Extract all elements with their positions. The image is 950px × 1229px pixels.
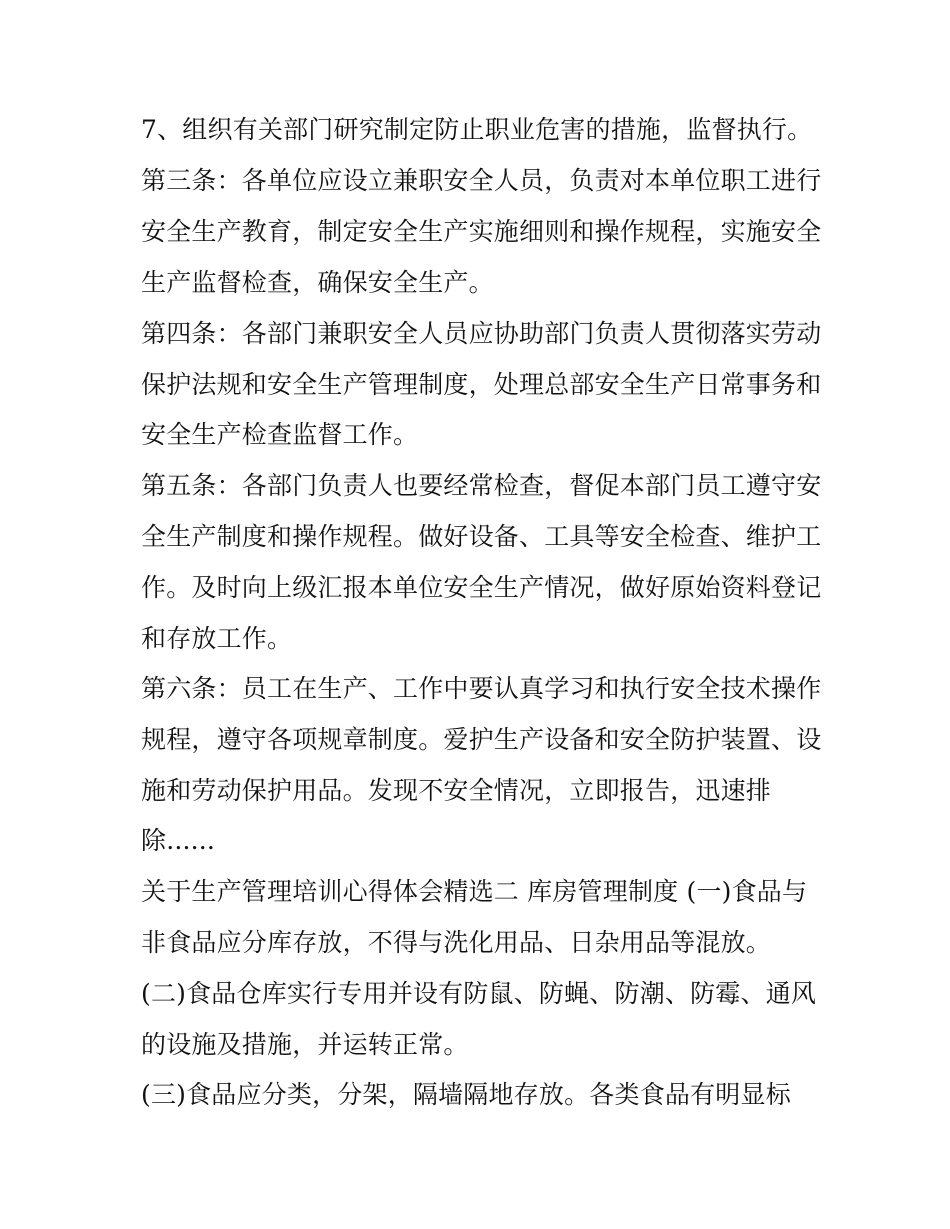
text-line: 规程，遵守各项规章制度。爱护生产设备和安全防护装置、设 bbox=[141, 725, 822, 754]
text-line: 施和劳动保护用品。发现不安全情况，立即报告，迅速排 bbox=[141, 776, 772, 805]
text-line: 关于生产管理培训心得体会精选二 库房管理制度 (一)食品与 bbox=[141, 877, 808, 906]
text-line: 非食品应分库存放，不得与洗化用品、日杂用品等混放。 bbox=[141, 928, 772, 957]
text-line: 安全生产检查监督工作。 bbox=[141, 420, 419, 449]
text-line: 第六条：员工在生产、工作中要认真学习和执行安全技术操作 bbox=[141, 674, 822, 703]
text-line: 全生产制度和操作规程。做好设备、工具等安全检查、维护工 bbox=[141, 522, 822, 551]
text-line: 第四条：各部门兼职安全人员应协助部门负责人贯彻落实劳动 bbox=[141, 319, 822, 348]
text-line: 7、组织有关部门研究制定防止职业危害的措施，监督执行。 bbox=[141, 115, 813, 144]
text-line: 作。及时向上级汇报本单位安全生产情况，做好原始资料登记 bbox=[141, 573, 822, 602]
text-line: 除...... bbox=[141, 826, 216, 855]
text-line: 第五条：各部门负责人也要经常检查，督促本部门员工遵守安 bbox=[141, 471, 822, 500]
text-line: 安全生产教育，制定安全生产实施细则和操作规程，实施安全 bbox=[141, 217, 822, 246]
text-line: 保护法规和安全生产管理制度，处理总部安全生产日常事务和 bbox=[141, 370, 822, 399]
text-line: 的设施及措施，并运转正常。 bbox=[141, 1030, 469, 1059]
text-line: (二)食品仓库实行专用并设有防鼠、防蝇、防潮、防霉、通风 bbox=[141, 979, 817, 1008]
text-line: 第三条：各单位应设立兼职安全人员，负责对本单位职工进行 bbox=[141, 166, 822, 195]
text-line: 和存放工作。 bbox=[141, 624, 293, 653]
text-line: (三)食品应分类，分架，隔墙隔地存放。各类食品有明显标 bbox=[141, 1080, 791, 1109]
text-line: 生产监督检查，确保安全生产。 bbox=[141, 268, 494, 297]
